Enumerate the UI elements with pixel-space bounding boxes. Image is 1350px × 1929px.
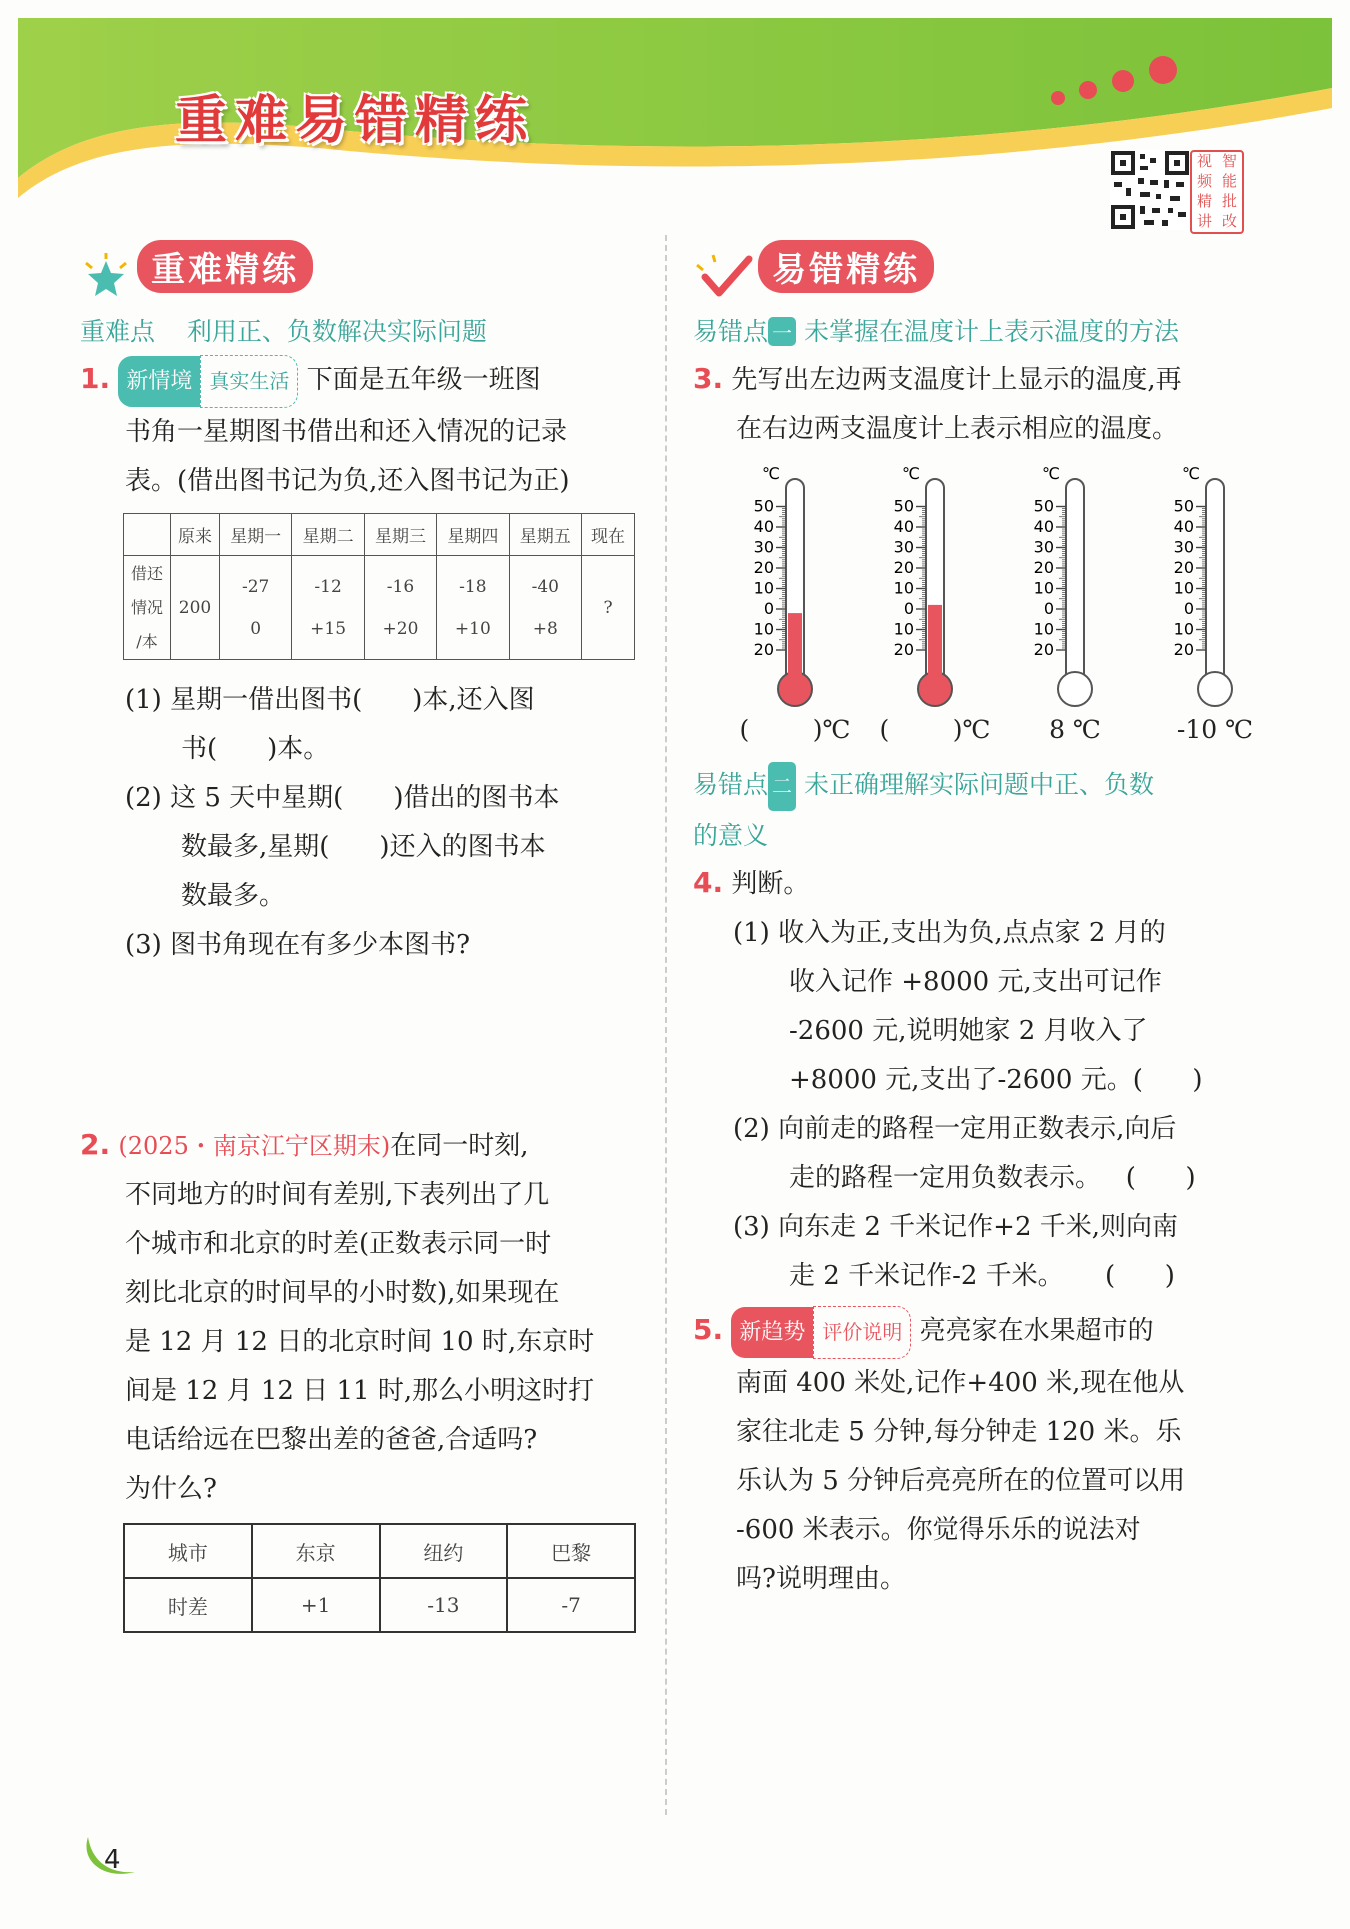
row-label: 借还 情况 /本 [124,556,171,660]
scale-label: 0 [1183,599,1194,618]
scale-label: 50 [893,496,914,516]
library-record-table: 原来 星期一 星期二 星期三 星期四 星期五 现在 借还 情况 /本 200 -27 0 -12 +15 -16 +20 -18 +10 -40 +8 ? [123,513,635,660]
unit-label: ℃ [902,465,920,483]
scale-label: 40 [893,517,914,536]
scale-label: 40 [1033,517,1054,536]
mercury-column [788,613,802,691]
question-4: 4. 判断。 (1) 收入为正,支出为负,点点家 2 月的 收入记作 +8000 元,支出可记作 -2600 元,说明她家 2 月收入了 +8000 元,支出了-2600 元。( ) (2) 向前走的路程一定用正数表示,向后 走的路程一定用负数表示。 ( ) (3) 向东走 2 千米记作+2 千米,则向南 走 2 千米记作-2 千米。 ( ) [693,866,1203,1291]
scale-label: 30 [1033,537,1054,557]
scale-label: 20 [753,558,774,577]
thermometer-4 [1160,465,1270,715]
scale-label: 20 [893,558,914,577]
scale-label: 10 [1033,578,1054,598]
scale-label: 10 [1033,619,1054,639]
thermometer-tube [1206,479,1224,687]
scale-label: 30 [1173,537,1194,557]
q2-source: (2025・南京江宁区期末) [118,1132,391,1160]
thermometer-tube [1066,479,1084,687]
q2-number: 2. [80,1128,111,1161]
q1-subquestions: (1) 星期一借出图书( )本,还入图 书( )本。 (2) 这 5 天中星期( )借出的图书本 数最多,星期( )还入的图书本 数最多。 (3) 图书角现在有多少本图书? [125,685,560,960]
thermometer-answer-3: 8 ℃ [1049,715,1101,744]
scale-label: 20 [753,640,774,659]
thermometer-2 [880,465,990,715]
scale-label: 20 [1033,558,1054,577]
tag-new-trend: 新趋势 [731,1307,813,1358]
scale-label: 10 [893,578,914,598]
star-icon [80,253,132,301]
scale-label: 10 [753,619,774,639]
tag-real-life: 真实生活 [200,355,298,408]
scale-label: 10 [1173,578,1194,598]
error-point-1: 易错点 一 未掌握在温度计上表示温度的方法 [693,317,1179,346]
q4-number: 4. [693,866,724,899]
thermometer-bulb [1198,672,1232,706]
smart-grading-label: 视 智 频 能 精 批 讲 改 [1190,150,1244,234]
unit-label: ℃ [1042,465,1060,483]
scale-label: 30 [753,537,774,557]
error-point-2: 易错点 二 未正确理解实际问题中正、负数 的意义 [693,760,1253,860]
thermometer-3 [1020,465,1130,715]
scale-label: 50 [1173,496,1194,516]
scale-label: 20 [1173,558,1194,577]
question-1: 1. 新情境 真实生活 下面是五年级一班图 书角一星期图书借出和还入情况的记录 表。(借出图书记为负,还入图书记为正) [80,354,640,506]
tag-evaluation: 评价说明 [813,1306,911,1359]
scale-label: 10 [753,578,774,598]
left-section-header [80,240,313,288]
scale-label: 0 [763,599,774,618]
qr-code[interactable] [1110,150,1190,230]
scale-label: 10 [893,619,914,639]
checkmark-icon [693,253,753,301]
q3-number: 3. [693,362,724,395]
thermometer-group [739,465,1260,744]
q1-number: 1. [80,362,111,395]
section-title-error: 易错精练 [758,240,934,293]
question-3: 3. 先写出左边两支温度计上显示的温度,再 在右边两支温度计上表示相应的温度。 [693,362,1182,444]
mercury-column [928,605,942,691]
tag-new-context: 新情境 [118,356,200,407]
scale-label: 0 [1043,599,1054,618]
question-5: 5. 新趋势 评价说明 亮亮家在水果超市的 南面 400 米处,记作+400 米,现在他从 家往北走 5 分钟,每分钟走 120 米。乐 乐认为 5 分钟后亮亮所在的位置可以用 -600 米表示。你觉得乐乐的说法对 吗?说明理由。 [693,1305,1253,1604]
time-difference-table: 城市 东京 纽约 巴黎 时差 +1 -13 -7 [123,1523,636,1633]
scale-label: 10 [1173,619,1194,639]
thermometer-answer-1: ( )℃ [739,715,851,744]
scale-label: 30 [893,537,914,557]
scale-label: 20 [893,640,914,659]
scale-label: 50 [753,496,774,516]
q5-number: 5. [693,1313,724,1346]
scale-label: 50 [1033,496,1054,516]
scale-label: 20 [1033,640,1054,659]
right-section-header [693,240,934,288]
hard-point-line: 重难点 利用正、负数解决实际问题 [80,317,487,346]
scale-label: 0 [903,599,914,618]
question-2: 2. (2025・南京江宁区期末)在同一时刻, 不同地方的时间有差别,下表列出了几 个城市和北京的时差(正数表示同一时 刻比北京的时间早的小时数),如果现在 是 12 月 12 日的北京时间 10 时,东京时 间是 12 月 12 日 11 时,那么小明这时打 电话给远在巴黎出差的爸爸,合适吗? 为什么? [80,1128,595,1504]
thermometer-bulb [1058,672,1092,706]
scale-label: 20 [1173,640,1194,659]
page-number: 4 [104,1845,121,1875]
unit-label: ℃ [1182,465,1200,483]
column-divider [665,235,667,1815]
scale-label: 40 [1173,517,1194,536]
thermometer-1 [740,465,850,715]
unit-label: ℃ [762,465,780,483]
thermometer-answer-4: -10 ℃ [1176,715,1254,744]
section-title-hard: 重难精练 [137,240,313,293]
thermometer-answer-2: ( )℃ [879,715,991,744]
banner-title: 重难易错精练 [175,91,536,151]
scale-label: 40 [753,517,774,536]
